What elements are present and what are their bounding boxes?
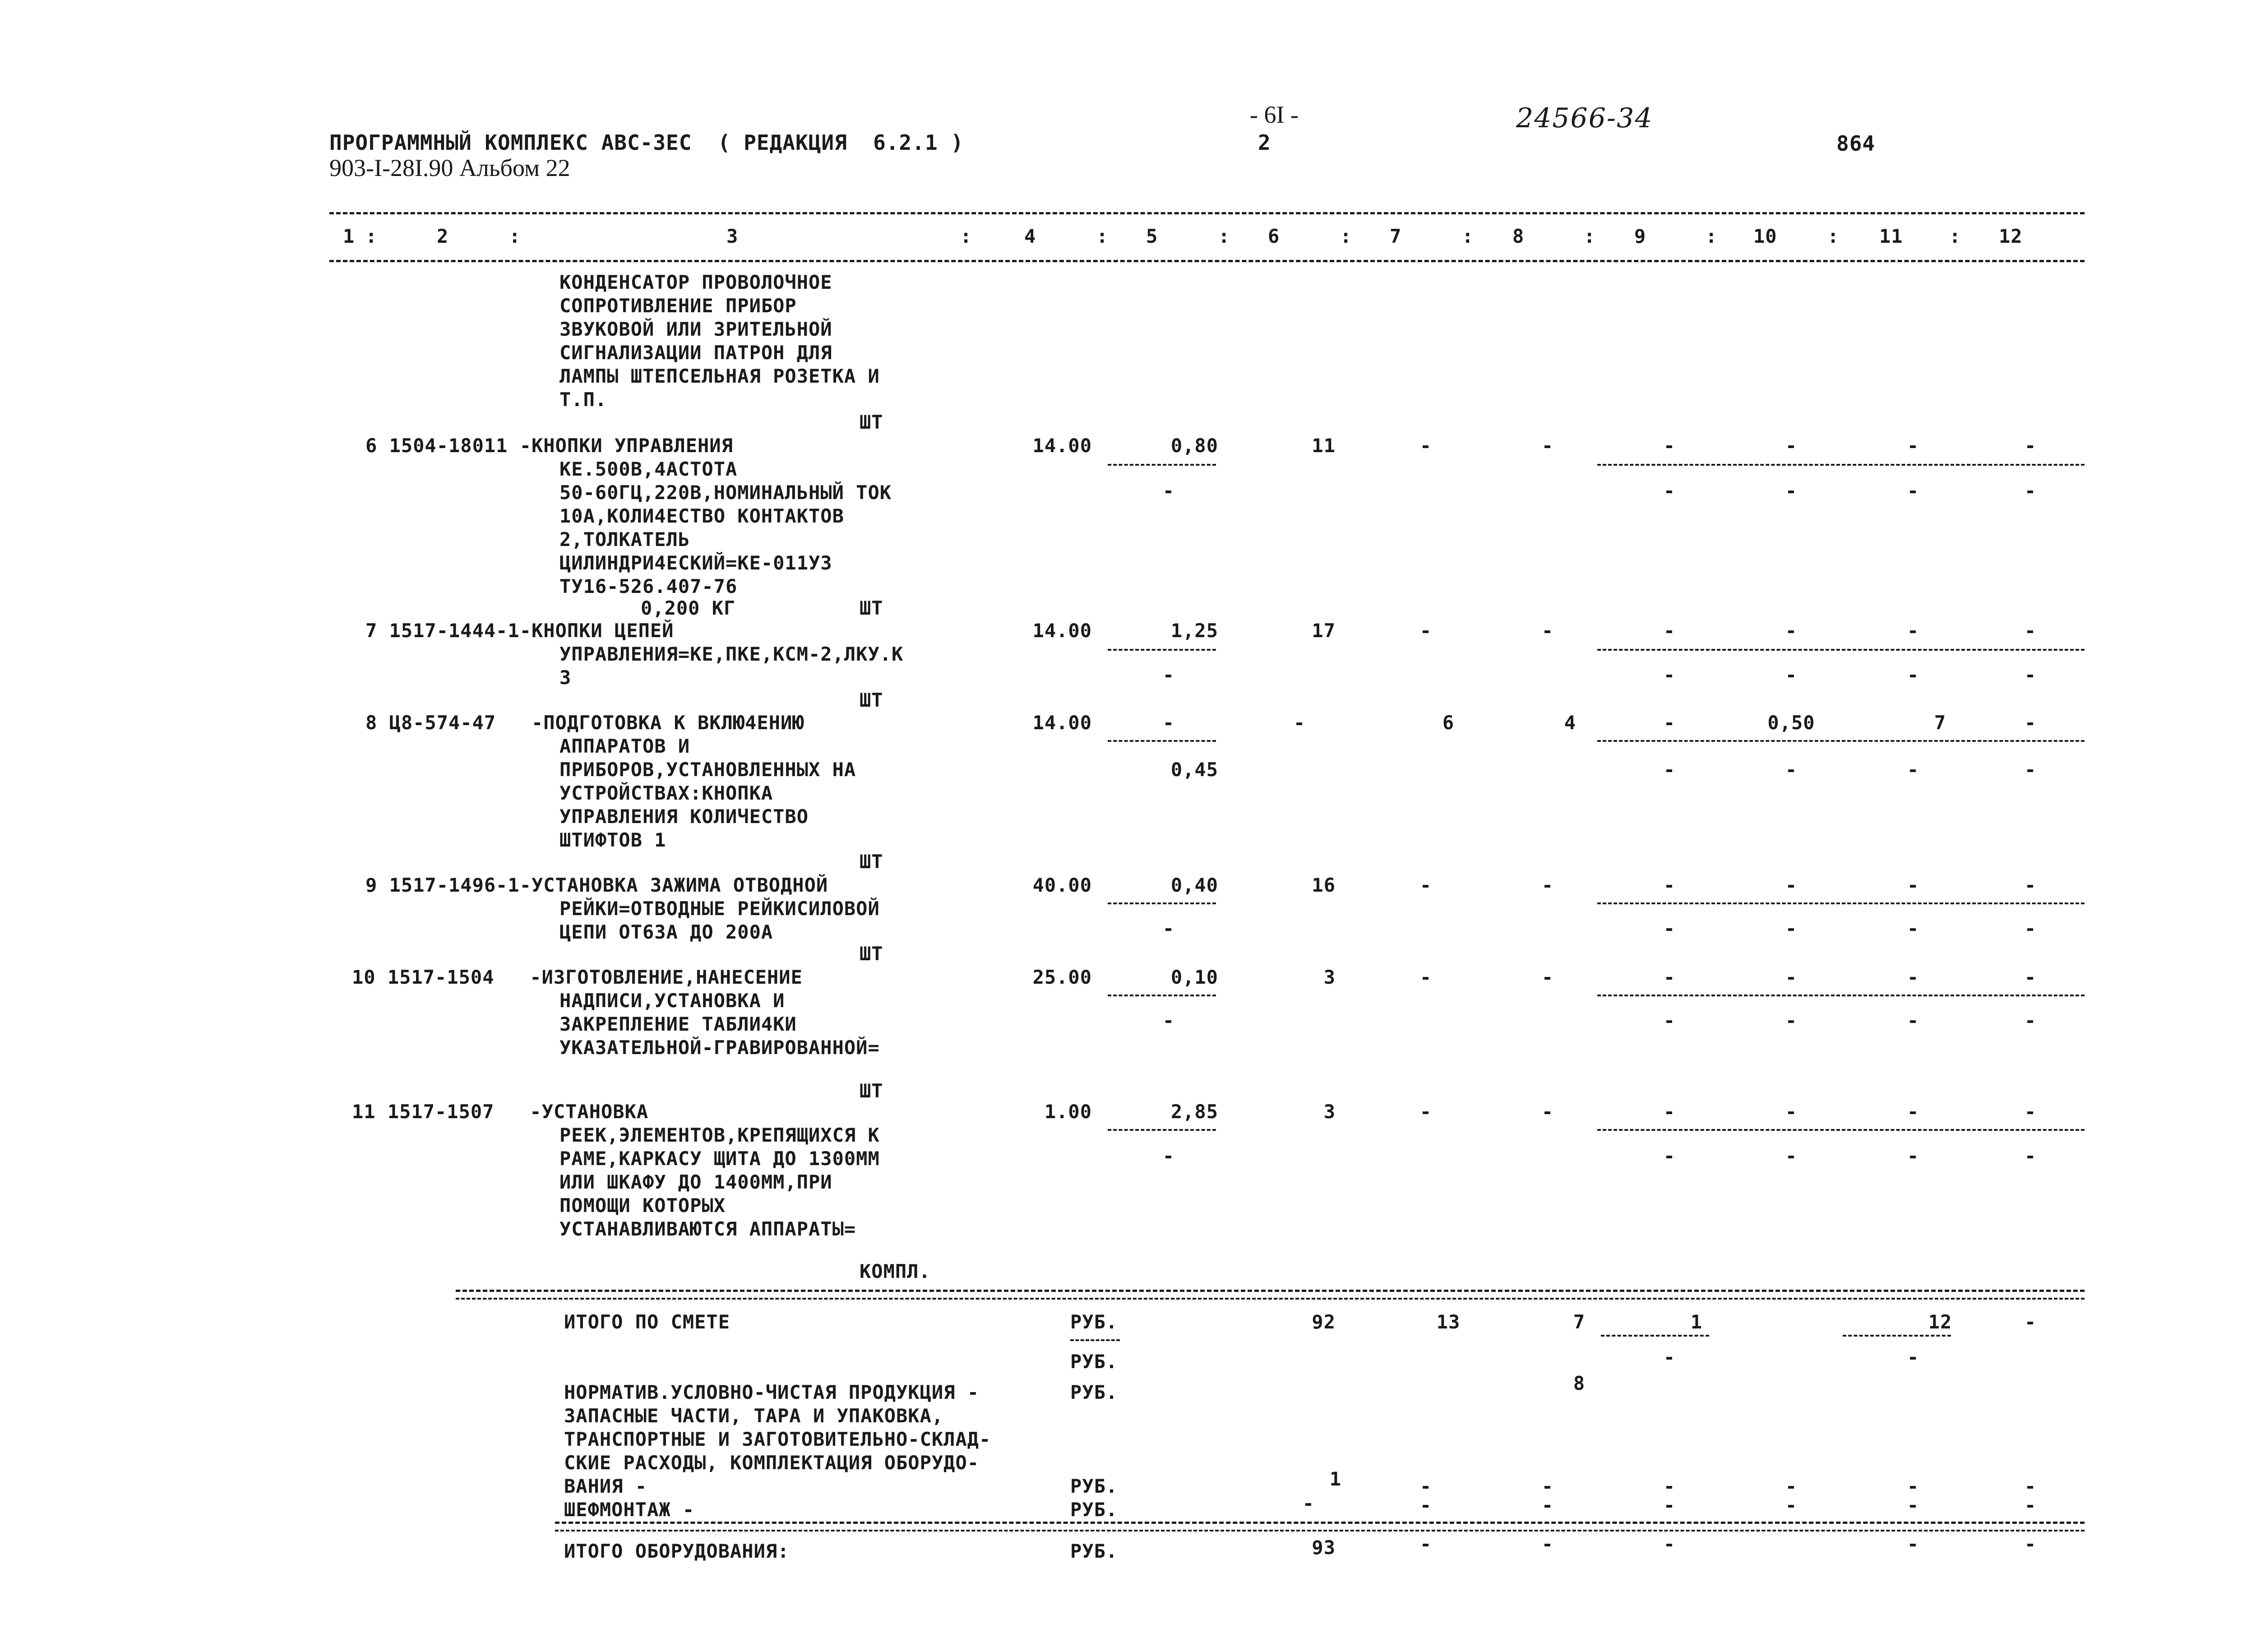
description-line: РЕЙКИ=ОТВОДНЫЕ РЕЙКИСИЛОВОЙ <box>559 898 880 920</box>
unit-label: ШТ <box>860 411 883 433</box>
col12-value: - <box>2024 874 2037 896</box>
description-line: 10А,КОЛИ4ЕСТВО КОНТАКТОВ <box>559 505 844 527</box>
col10-sub-value: - <box>1785 1145 1798 1167</box>
col8-value: 7 <box>1573 1311 1586 1333</box>
col9-sub-value: - <box>1663 917 1676 939</box>
col6-value: 93 <box>1312 1536 1336 1559</box>
unit-label: ШТ <box>860 943 883 965</box>
description-line: ПРИБОРОВ,УСТАНОВЛЕННЫХ НА <box>559 759 856 781</box>
col8-value: 4 <box>1564 712 1576 734</box>
underline <box>1597 649 2085 651</box>
description-line: ТРАНСПОРТНЫЕ И ЗАГОТОВИТЕЛЬНО-СКЛАД- <box>564 1428 991 1450</box>
description-line: СОПРОТИВЛЕНИЕ ПРИБОР <box>559 295 797 317</box>
col8-value: - <box>1541 435 1554 457</box>
description-line: ЗАКРЕПЛЕНИЕ ТАБЛИ4КИ <box>559 1013 797 1035</box>
col7-value: - <box>1419 1533 1432 1555</box>
col5-value: 0,10 <box>1170 966 1218 988</box>
column-header: 9 <box>1634 225 1646 247</box>
col11-value: - <box>1907 1101 1919 1123</box>
col9-value: - <box>1663 1101 1676 1123</box>
description-line: 3 <box>559 666 572 689</box>
col6-value: 17 <box>1312 620 1336 642</box>
col6-value: - <box>1302 1492 1315 1514</box>
description-line: Т.П. <box>559 389 607 411</box>
item-lead: 9 1517-1496-1-УСТАНОВКА ЗАЖИМА ОТВОДНОЙ <box>365 874 828 896</box>
description-line: ЗВУКОВОЙ ИЛИ ЗРИТЕЛЬНОЙ <box>559 318 832 340</box>
description-line: ЦИЛИНДРИ4ЕСКИЙ=КЕ-011У3 <box>559 552 832 574</box>
qty-value: 14.00 <box>1032 712 1092 734</box>
col5-sub-value: - <box>1162 664 1175 686</box>
col9-value: - <box>1663 874 1676 896</box>
col9-sub-value: - <box>1663 1346 1676 1368</box>
underline <box>1108 649 1216 651</box>
description-line: ПОМОЩИ КОТОРЫХ <box>559 1194 726 1217</box>
col10-sub-value: - <box>1785 1009 1798 1032</box>
description-line: НАДПИСИ,УСТАНОВКА И <box>559 990 785 1012</box>
col9-sub-value: - <box>1663 1009 1676 1032</box>
underline <box>1108 902 1216 904</box>
col8-value: - <box>1541 874 1554 896</box>
underline <box>1108 464 1216 466</box>
col10-value: - <box>1785 1475 1798 1497</box>
col6-value: - <box>1293 712 1306 734</box>
description-line: РЕЕК,ЭЛЕМЕНТОВ,КРЕПЯЩИХСЯ К <box>559 1124 880 1146</box>
item-lead: 11 1517-1507 -УСТАНОВКА <box>352 1101 649 1123</box>
column-header: 12 <box>1999 225 2023 247</box>
underline <box>1597 1129 2085 1131</box>
col7-value: - <box>1419 1475 1432 1497</box>
col7-value: - <box>1419 874 1432 896</box>
column-separator: : <box>1706 225 1718 247</box>
col12-sub-value: - <box>2024 917 2037 939</box>
col11-sub-value: - <box>1907 759 1919 781</box>
qty-value: 14.00 <box>1032 620 1092 642</box>
col12-value: - <box>2024 1494 2037 1516</box>
description-line: 2,ТОЛКАТЕЛЬ <box>559 528 690 551</box>
description-line: СКИЕ РАСХОДЫ, КОМПЛЕКТАЦИЯ ОБОРУДО- <box>564 1452 980 1474</box>
document-number: 864 <box>1836 131 1876 156</box>
column-separator: : <box>1218 225 1230 247</box>
description-line: УСТРОЙСТВАХ:КНОПКА <box>559 782 773 804</box>
col7-value: 6 <box>1442 712 1455 734</box>
col5-value: 1,25 <box>1170 620 1218 642</box>
col7-value: - <box>1419 1494 1432 1516</box>
currency-label: РУБ. <box>1070 1311 1118 1333</box>
qty-value: 25.00 <box>1032 966 1092 988</box>
page-number: - 6I - <box>1250 101 1299 128</box>
item-lead: 7 1517-1444-1-КНОПКИ ЦЕПЕЙ <box>365 620 674 642</box>
col12-sub-value: - <box>2024 1145 2037 1167</box>
col9-value: - <box>1663 620 1676 642</box>
col10-sub-value: - <box>1785 480 1798 502</box>
col11-sub-value: - <box>1907 664 1919 686</box>
description-line: ЛАМПЫ ШТЕПСЕЛЬНАЯ РОЗЕТКА И <box>559 365 880 387</box>
col12-sub-value: - <box>2024 1009 2037 1032</box>
description-line: ШЕФМОНТАЖ - <box>564 1499 695 1521</box>
totals-rule-top <box>456 1290 2085 1292</box>
program-title: ПРОГРАММНЫЙ КОМПЛЕКС АВС-3ЕС ( РЕДАКЦИЯ 6.2.1 ) <box>329 130 964 155</box>
underline <box>1843 1335 1951 1337</box>
description-line: УПРАВЛЕНИЯ=КЕ,ПКЕ,КСМ-2,ЛКУ.К <box>559 643 904 665</box>
col10-value: 0,50 <box>1767 712 1815 734</box>
column-header: 10 <box>1753 225 1777 247</box>
column-separator: : <box>1949 225 1961 247</box>
currency-label: РУБ. <box>1070 1499 1118 1521</box>
description-line: ЗАПАСНЫЕ ЧАСТИ, ТАРА И УПАКОВКА, <box>564 1405 944 1427</box>
unit-label: КОМПЛ. <box>860 1260 931 1282</box>
col11-sub-value: - <box>1907 1346 1919 1368</box>
underline <box>1108 1129 1216 1131</box>
col11-value: - <box>1907 1533 1919 1555</box>
column-header: 1 <box>343 225 355 247</box>
col6-value: 16 <box>1312 874 1336 896</box>
col9-value: - <box>1663 1494 1676 1516</box>
col12-value: - <box>2024 1533 2037 1555</box>
unit-label: ШТ <box>860 1080 883 1102</box>
unit-label: ШТ <box>860 597 883 619</box>
col5-value: 0,80 <box>1170 435 1218 457</box>
unit-label: ШТ <box>860 851 883 873</box>
column-separator: : <box>1827 225 1840 247</box>
col12-sub-value: - <box>2024 480 2037 502</box>
col12-value: - <box>2024 620 2037 642</box>
description-line: УПРАВЛЕНИЯ КОЛИЧЕСТВО <box>559 805 809 828</box>
description-line: КОНДЕНСАТОР ПРОВОЛОЧНОЕ <box>559 271 832 293</box>
col9-value: - <box>1663 1475 1676 1497</box>
col5-sub-value: - <box>1162 1009 1175 1032</box>
col12-value: - <box>2024 1311 2037 1333</box>
col11-sub-value: - <box>1907 917 1919 939</box>
col10-value: - <box>1785 620 1798 642</box>
column-header: 4 <box>1024 225 1036 247</box>
col12-value: - <box>2024 1475 2037 1497</box>
currency-label: РУБ. <box>1070 1540 1118 1562</box>
col7-value: - <box>1419 966 1432 988</box>
album-line: 903-I-28I.90 Альбом 22 <box>329 154 570 181</box>
column-header: 5 <box>1146 225 1158 247</box>
column-header: 3 <box>726 225 739 247</box>
description-line: УКАЗАТЕЛЬНОЙ-ГРАВИРОВАННОЙ= <box>559 1037 880 1059</box>
description-line: ШТИФТОВ 1 <box>559 829 666 851</box>
underline <box>1597 740 2085 742</box>
col6-value: 1 <box>1329 1468 1342 1490</box>
col8-value: 8 <box>1573 1372 1586 1394</box>
description-line: НОРМАТИВ.УСЛОВНО-ЧИСТАЯ ПРОДУКЦИЯ - <box>564 1381 980 1403</box>
underline <box>1597 995 2085 996</box>
col11-value: 12 <box>1928 1311 1952 1333</box>
mass-value: 0,200 КГ <box>641 597 736 619</box>
col5-value: 2,85 <box>1170 1101 1218 1123</box>
col9-value: - <box>1663 435 1676 457</box>
col5-sub-value: 0,45 <box>1170 759 1218 781</box>
col9-value: 1 <box>1690 1311 1703 1333</box>
column-separator: : <box>960 225 972 247</box>
col5-value: - <box>1162 712 1175 734</box>
underline <box>1108 995 1216 996</box>
col5-value: 0,40 <box>1170 874 1218 896</box>
description-line: УСТАНАВЛИВАЮТСЯ АППАРАТЫ= <box>559 1218 856 1240</box>
col11-value: - <box>1907 620 1919 642</box>
header-rule-top <box>329 212 2085 214</box>
description-line: СИГНАЛИЗАЦИИ ПАТРОН ДЛЯ <box>559 342 832 364</box>
col12-value: - <box>2024 435 2037 457</box>
qty-value: 14.00 <box>1032 435 1092 457</box>
col5-sub-value: - <box>1162 480 1175 502</box>
col10-sub-value: - <box>1785 664 1798 686</box>
description-line: 50-60ГЦ,220В,НОМИНАЛЬНЫЙ ТОК <box>559 481 892 504</box>
description-line: КЕ.500В,4АСТОТА <box>559 458 738 480</box>
col7-value: - <box>1419 620 1432 642</box>
col12-sub-value: - <box>2024 759 2037 781</box>
col7-value: - <box>1419 435 1432 457</box>
col11-value: 7 <box>1934 712 1946 734</box>
col11-value: - <box>1907 874 1919 896</box>
col8-value: - <box>1541 966 1554 988</box>
col10-value: - <box>1785 435 1798 457</box>
column-header: 7 <box>1390 225 1402 247</box>
col8-value: - <box>1541 620 1554 642</box>
currency-label: РУБ. <box>1070 1381 1118 1403</box>
column-separator: : <box>1462 225 1474 247</box>
col8-value: - <box>1541 1533 1554 1555</box>
column-separator: : <box>365 225 378 247</box>
equipment-rule-2 <box>555 1530 2085 1532</box>
col11-value: - <box>1907 1494 1919 1516</box>
underline <box>1070 1339 1120 1341</box>
col11-value: - <box>1907 435 1919 457</box>
col8-value: - <box>1541 1494 1554 1516</box>
col10-sub-value: - <box>1785 759 1798 781</box>
totals-rule-top-2 <box>456 1298 2085 1300</box>
col9-sub-value: - <box>1663 664 1676 686</box>
qty-value: 40.00 <box>1032 874 1092 896</box>
col10-value: - <box>1785 1494 1798 1516</box>
description-line: РАМЕ,КАРКАСУ ЩИТА ДО 1300ММ <box>559 1148 880 1170</box>
col6-value: 11 <box>1312 435 1336 457</box>
column-header: 11 <box>1879 225 1903 247</box>
col10-sub-value: - <box>1785 917 1798 939</box>
underline <box>1108 740 1216 742</box>
column-header: 6 <box>1268 225 1280 247</box>
underline <box>1597 464 2085 466</box>
description-line: ЦЕПИ ОТ63А ДО 200А <box>559 921 773 943</box>
col10-value: - <box>1785 1101 1798 1123</box>
underline <box>1597 902 2085 904</box>
col9-value: - <box>1663 1533 1676 1555</box>
description-line: АППАРАТОВ И <box>559 735 690 757</box>
equipment-rule <box>555 1522 2085 1524</box>
item-lead: 10 1517-1504 -ИЗГОТОВЛЕНИЕ,НАНЕСЕНИЕ <box>352 966 803 988</box>
equipment-total-label: ИТОГО ОБОРУДОВАНИЯ: <box>564 1540 790 1562</box>
column-header: 8 <box>1512 225 1525 247</box>
description-line: ИЛИ ШКАФУ ДО 1400ММ,ПРИ <box>559 1171 832 1193</box>
col12-sub-value: - <box>2024 664 2037 686</box>
description-line: ТУ16-526.407-76 <box>559 575 738 597</box>
col5-sub-value: - <box>1162 1145 1175 1167</box>
col9-sub-value: - <box>1663 1145 1676 1167</box>
col9-sub-value: - <box>1663 480 1676 502</box>
item-lead: 8 Ц8-574-47 -ПОДГОТОВКА К ВКЛЮ4ЕНИЮ <box>365 712 804 734</box>
sheet-number: 2 <box>1258 130 1271 155</box>
col8-value: - <box>1541 1475 1554 1497</box>
col12-value: - <box>2024 712 2037 734</box>
currency-label: РУБ. <box>1070 1351 1118 1373</box>
col10-value: - <box>1785 874 1798 896</box>
col12-value: - <box>2024 966 2037 988</box>
col7-value: 13 <box>1436 1311 1461 1333</box>
col6-value: 3 <box>1323 966 1336 988</box>
col9-sub-value: - <box>1663 759 1676 781</box>
col9-value: - <box>1663 966 1676 988</box>
underline <box>1601 1335 1709 1337</box>
header-rule-bottom <box>329 260 2085 262</box>
currency-label: РУБ. <box>1070 1475 1118 1497</box>
col11-sub-value: - <box>1907 480 1919 502</box>
col6-value: 92 <box>1312 1311 1336 1333</box>
column-separator: : <box>1340 225 1352 247</box>
column-separator: : <box>509 225 521 247</box>
col10-value: - <box>1785 966 1798 988</box>
col6-value: 3 <box>1323 1101 1336 1123</box>
qty-value: 1.00 <box>1044 1101 1092 1123</box>
column-separator: : <box>1096 225 1109 247</box>
item-lead: 6 1504-18011 -КНОПКИ УПРАВЛЕНИЯ <box>365 435 733 457</box>
column-header: 2 <box>437 225 449 247</box>
unit-label: ШТ <box>860 689 883 711</box>
col5-sub-value: - <box>1162 917 1175 939</box>
smeta-total-label: ИТОГО ПО СМЕТЕ <box>564 1311 730 1333</box>
col11-sub-value: - <box>1907 1145 1919 1167</box>
col12-value: - <box>2024 1101 2037 1123</box>
description-line: ВАНИЯ - <box>564 1475 647 1497</box>
col11-sub-value: - <box>1907 1009 1919 1032</box>
col7-value: - <box>1419 1101 1432 1123</box>
column-separator: : <box>1584 225 1596 247</box>
handwritten-code: 24566-34 <box>1516 102 1653 134</box>
col11-value: - <box>1907 1475 1919 1497</box>
col11-value: - <box>1907 966 1919 988</box>
col9-value: - <box>1663 712 1676 734</box>
col8-value: - <box>1541 1101 1554 1123</box>
